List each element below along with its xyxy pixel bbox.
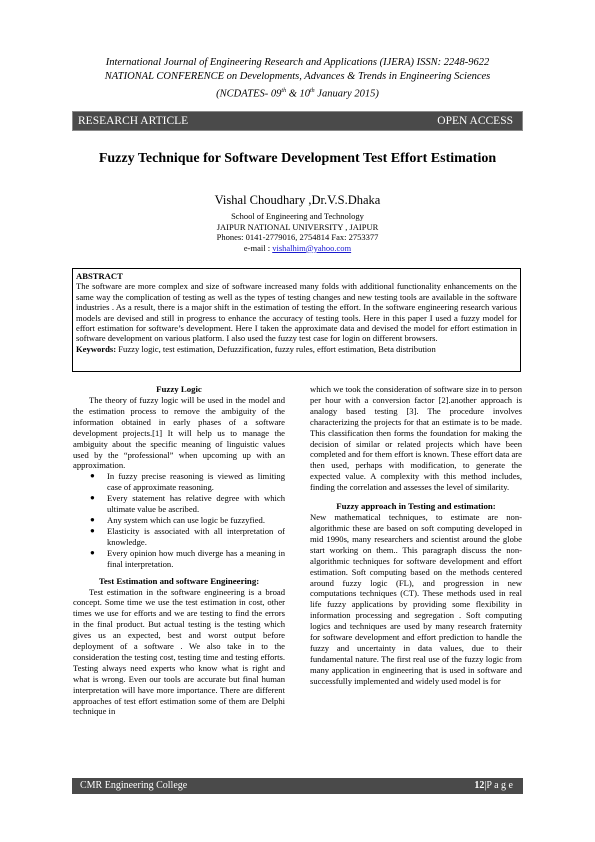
open-access-label: OPEN ACCESS (437, 115, 513, 127)
research-article-label: RESEARCH ARTICLE (78, 115, 189, 127)
journal-name: International Journal of Engineering Research and Applications (IJERA) ISSN: 2248-9622 (105, 57, 490, 68)
fuzzy-approach-paragraph: New mathematical techniques, to estimate are non-algorithmic these are based on soft computing developed in mid 1990s, many researchers and scientist around the globe start working on them.. This paragraph discuss the non-algorithmic techniques for software development and effort estimation. Soft computing based on the methods centered around fuzzy logic (FL), and progression in new computations techniques (CT). These methods used in real life fuzzy applications by providing some flexibility in information processing and segregation . Soft computing logics and techniques are used by many research fraternity for software development and effort prediction to handle the fuzzy and uncertainty in data values, due to their fundamental nature. The first real use of the fuzzy logic from many application in engineering that is used in software and successfully implemented and widely used model is for (310, 512, 522, 686)
paper-title: Fuzzy Technique for Software Development Test Effort Estimation (98, 151, 497, 166)
section-heading-test-estimation: Test Estimation and software Engineering: (98, 575, 260, 586)
bullet-icon: ● (90, 547, 95, 557)
bullet-icon: ● (90, 525, 95, 535)
list-item: ● In fuzzy precise reasoning is viewed as limiting case of approximate reasoning. (90, 471, 285, 493)
affiliation-email-line: e-mail : vishalhim@yahoo.com (243, 242, 352, 253)
list-item: ● Elasticity is associated with all interpretation of knowledge. (90, 525, 285, 547)
bullet-icon: ● (90, 514, 95, 524)
affiliation-school: School of Engineering and Technology (231, 211, 364, 221)
right-column (310, 384, 522, 687)
keywords-line (76, 344, 517, 354)
author-names: Vishal Choudhary ,Dr.V.S.Dhaka (214, 193, 381, 207)
list-item: ● Every opinion how much diverge has a meaning in final interpretation. (90, 547, 285, 569)
page-footer (72, 778, 523, 794)
footer-page-number: 12|P a g e (474, 780, 513, 791)
bullet-icon: ● (90, 471, 95, 481)
affiliation-phones: Phones: 0141-2779016, 2754814 Fax: 2753377 (216, 232, 379, 242)
bullet-icon: ● (90, 493, 95, 503)
conference-dates: (NCDATES- 09th & 10th January 2015) (216, 88, 379, 100)
affiliation-university: JAIPUR NATIONAL UNIVERSITY , JAIPUR (216, 221, 379, 232)
abstract-body: The software are more complex and size of software increased many folds with additional functionality enhancements on the same way the complication of testing as well as the types of testing changes and new testing tools are available in the software industries . As a result, there is a major shift in the estimation of testing the effort. In the software engineering research various models are devised and still in progress to enhance the accuracy of testing tools. Here in this paper I used a fuzzy model for effort estimation for software’s development. Here I taken the approximate data and devised the model for effort estimation in software development on various platform. I also used the fuzzy test case for login on different browsers. (76, 281, 517, 344)
journal-header (60, 56, 535, 102)
footer-college: CMR Engineering College (80, 780, 188, 791)
left-column (73, 384, 285, 717)
section-heading-fuzzy-logic: Fuzzy Logic (156, 384, 202, 394)
conference-name: NATIONAL CONFERENCE on Developments, Advances & Trends in Engineering Sciences (104, 71, 491, 82)
section-heading-fuzzy-approach: Fuzzy approach in Testing and estimation: (336, 501, 496, 512)
test-estimation-paragraph: Test estimation in the software engineering is a broad concept. Some time we use the test estimation in cost, other times we use for efforts and we are testing to find the errors in the final product. But actual testing is the testing which gives us an expected, best and worst output before deployment of a software . We also take in to the consideration the testing cost, testing time and testing efforts. Testing always need experts who know what is right and what is wrong. Even our tools are accurate but final human interpretation will have more importance. There are different approaches of test effort estimation some of them are Delphi technique in (73, 586, 285, 717)
keywords-text: Fuzzy logic, test estimation, Defuzzification, fuzzy rules, effort estimation, Beta distribution (116, 343, 436, 354)
fuzzy-logic-paragraph: The theory of fuzzy logic will be used in the model and the estimation process to remove the ambiguity of the information obtained in early phases of a software development projects.[1] It will help us to manage the ambiguity about the specific meaning of linguistic values used by the “professional” when upcoming up with an approximation. (73, 395, 285, 471)
article-type-ribbon (72, 111, 523, 131)
fuzzy-logic-bullets (73, 471, 285, 569)
keywords-label: Keywords: (76, 343, 117, 354)
abstract-heading: ABSTRACT (76, 271, 123, 281)
list-item: ● Every statement has relative degree with which ultimate value be ascribed. (90, 493, 285, 515)
analogy-paragraph: which we took the consideration of software size in to person per hour with a conversion factor [2].another approach is analogy based testing [3]. The procedure involves characterizing the projects for that an estimate is to be made. This classification then forms the foundation for making the decision of similar or related projects which have been completed and for them effort is known. These effort data are then used, perhaps with modification, to generate the expected value. A complexity with this method includes, finding the correlation and assesses the level of similarity. (310, 384, 522, 493)
affiliation (60, 211, 535, 253)
abstract-box (72, 268, 521, 372)
list-item: ● Any system which can use logic be fuzzyfied. (90, 514, 265, 525)
email-link[interactable]: vishalhim@yahoo.com (272, 242, 352, 253)
